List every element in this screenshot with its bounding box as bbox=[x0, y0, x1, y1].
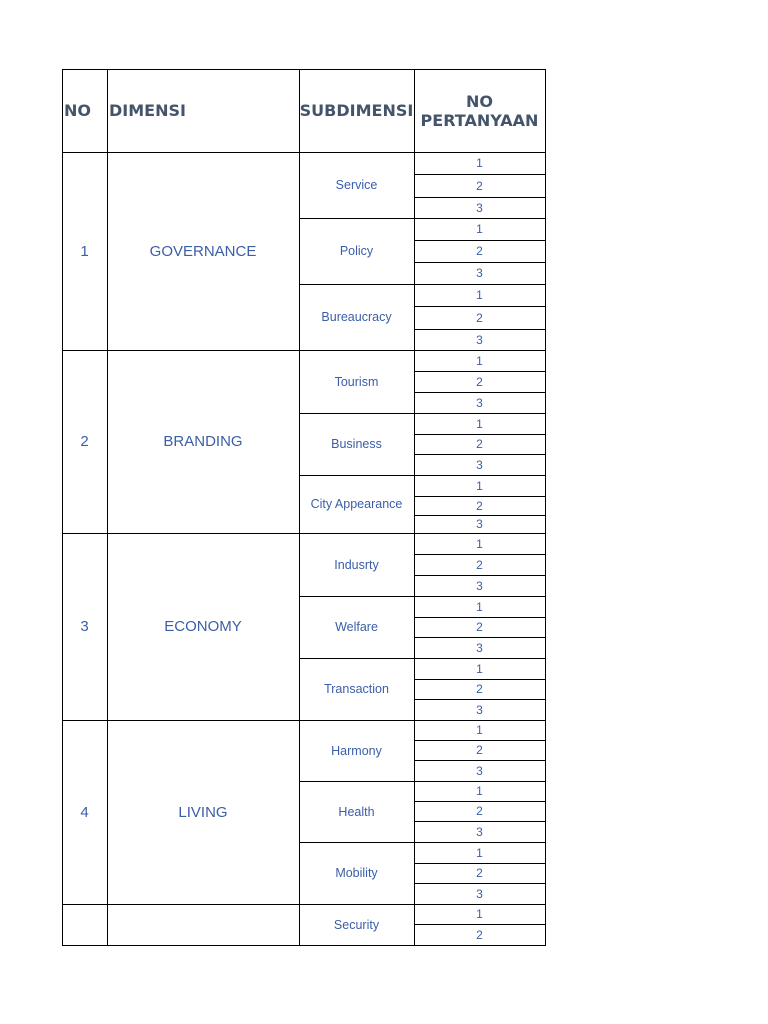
subdimension-cell: Transaction bbox=[324, 682, 389, 696]
question-number-cell: 3 bbox=[476, 457, 483, 472]
dimension-number-cell: 1 bbox=[80, 242, 89, 260]
question-number-cell: 1 bbox=[476, 156, 483, 170]
question-number-cell: 2 bbox=[476, 927, 483, 942]
question-number-cell: 3 bbox=[476, 517, 483, 531]
subdimension-cell: Service bbox=[335, 178, 378, 192]
question-number-cell: 1 bbox=[476, 416, 483, 431]
question-number-cell: 1 bbox=[476, 288, 483, 302]
header-no: NO bbox=[64, 101, 91, 120]
subdimension-cell: Harmony bbox=[331, 743, 382, 758]
dimension-name-cell bbox=[107, 904, 299, 945]
dimension-name-cell: ECONOMY bbox=[164, 618, 242, 635]
subdimension-cell: Policy bbox=[339, 244, 374, 258]
question-number-cell: 1 bbox=[476, 661, 483, 676]
dimension-name-cell: BRANDING bbox=[163, 433, 243, 450]
question-number-cell: 3 bbox=[476, 578, 483, 593]
question-number-cell: 3 bbox=[476, 702, 483, 717]
dimension-number-cell: 2 bbox=[80, 433, 89, 450]
subdimension-cell: Indusrty bbox=[334, 557, 379, 572]
question-number-cell: 3 bbox=[476, 200, 483, 215]
question-number-cell: 2 bbox=[476, 498, 483, 513]
question-number-cell: 1 bbox=[476, 845, 483, 860]
question-number-cell: 1 bbox=[476, 784, 483, 798]
dimension-number-cell: 4 bbox=[80, 803, 89, 821]
subdimension-cell: Bureaucracy bbox=[321, 310, 392, 324]
subdimension-cell: City Appearance bbox=[310, 497, 403, 511]
question-number-cell: 2 bbox=[476, 866, 483, 880]
question-number-cell: 2 bbox=[476, 437, 483, 451]
dimension-number-cell: 3 bbox=[80, 618, 89, 635]
dimension-name-cell: LIVING bbox=[178, 803, 228, 821]
question-number-cell: 2 bbox=[476, 682, 483, 696]
header-dimension: DIMENSI bbox=[109, 101, 186, 120]
dimension-number-cell bbox=[62, 904, 107, 945]
question-number-cell: 3 bbox=[476, 640, 483, 655]
subdimension-cell: Mobility bbox=[335, 866, 378, 880]
question-number-cell: 1 bbox=[476, 222, 483, 236]
subdimension-cell: Health bbox=[338, 804, 375, 819]
header-question-no: NO PERTANYAAN bbox=[420, 91, 539, 130]
question-number-cell: 2 bbox=[476, 244, 483, 258]
question-number-cell: 1 bbox=[476, 907, 483, 921]
question-number-cell: 3 bbox=[476, 763, 483, 778]
question-number-cell: 1 bbox=[476, 478, 483, 493]
question-number-cell: 2 bbox=[476, 743, 483, 757]
dimension-table bbox=[62, 69, 545, 946]
question-number-cell: 2 bbox=[476, 620, 483, 634]
question-number-cell: 1 bbox=[476, 599, 483, 614]
subdimension-cell: Security bbox=[333, 917, 380, 932]
question-number-cell: 1 bbox=[476, 353, 483, 368]
subdimension-cell: Welfare bbox=[335, 620, 378, 634]
question-number-cell: 2 bbox=[476, 557, 483, 572]
question-number-cell: 2 bbox=[476, 310, 483, 325]
question-number-cell: 3 bbox=[476, 332, 483, 347]
question-number-cell: 1 bbox=[476, 723, 483, 737]
question-number-cell: 2 bbox=[476, 178, 483, 193]
subdimension-cell: Business bbox=[331, 437, 382, 451]
question-number-cell: 1 bbox=[476, 536, 483, 551]
question-number-cell: 3 bbox=[476, 395, 483, 410]
question-number-cell: 3 bbox=[476, 266, 483, 280]
question-number-cell: 2 bbox=[476, 374, 483, 389]
question-number-cell: 3 bbox=[476, 886, 483, 901]
question-number-cell: 2 bbox=[476, 804, 483, 818]
question-number-cell: 3 bbox=[476, 824, 483, 839]
header-subdimension: SUBDIMENSI bbox=[299, 101, 414, 120]
dimension-name-cell: GOVERNANCE bbox=[149, 242, 257, 260]
subdimension-cell: Tourism bbox=[334, 374, 379, 389]
